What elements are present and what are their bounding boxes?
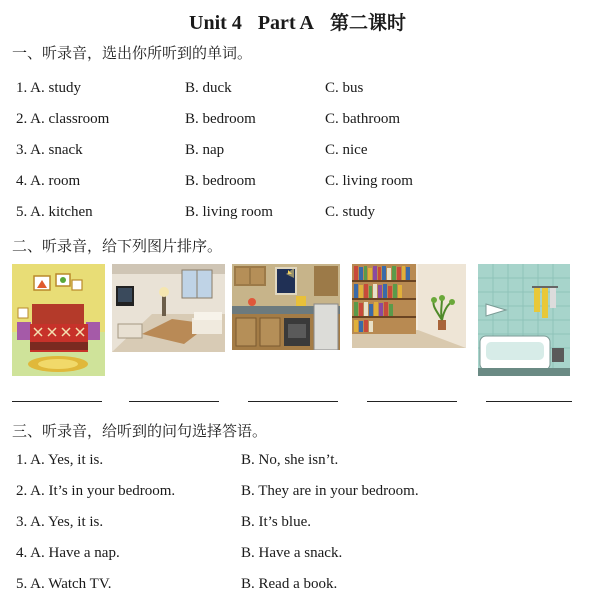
s1-option-c: C. nice [325, 142, 368, 158]
s1-option-b: B. bedroom [185, 111, 256, 127]
picture-strip [12, 264, 582, 377]
s1-option-c: C. living room [325, 173, 413, 189]
s3-option-a: 1. A. Yes, it is. [16, 452, 104, 468]
s3-option-a: 4. A. Have a nap. [16, 545, 120, 561]
s3-row-5 [12, 576, 592, 596]
s1-option-b: B. nap [185, 142, 225, 158]
s1-option-c: C. bathroom [325, 111, 400, 127]
section3-heading: 三、听录音，给听到的问句选择答语。 [12, 422, 268, 440]
answer-line-3[interactable] [248, 401, 338, 402]
answer-line-1[interactable] [12, 401, 102, 402]
s3-row-4 [12, 545, 592, 565]
s1-option-c: C. bus [325, 80, 364, 96]
s1-option-b: B. bedroom [185, 173, 256, 189]
s1-row-5 [12, 204, 592, 224]
s3-option-a: 3. A. Yes, it is. [16, 514, 104, 530]
bedroom-picture [12, 264, 105, 376]
s1-option-a: 4. A. room [16, 173, 81, 189]
s3-option-b: B. Read a book. [241, 576, 338, 592]
s1-row-3 [12, 142, 592, 162]
s1-row-2 [12, 111, 592, 131]
s3-row-2 [12, 483, 592, 503]
answer-line-4[interactable] [367, 401, 457, 402]
bathroom-picture [478, 264, 570, 376]
page-title [0, 8, 595, 35]
s1-option-b: B. living room [185, 204, 273, 220]
unit-label: Unit 4 [189, 12, 242, 34]
study-picture [352, 264, 466, 348]
section2-heading: 二、听录音，给下列图片排序。 [12, 237, 223, 255]
s1-option-a: 5. A. kitchen [16, 204, 93, 220]
s1-row-4 [12, 173, 592, 193]
s1-option-a: 2. A. classroom [16, 111, 110, 127]
part-label: Part A [257, 12, 314, 34]
kitchen-picture [232, 264, 340, 350]
s1-row-1 [12, 80, 592, 100]
living-room-picture [112, 264, 225, 352]
s3-option-a: 2. A. It’s in your bedroom. [16, 483, 176, 499]
s1-option-c: C. study [325, 204, 376, 220]
s1-option-a: 1. A. study [16, 80, 82, 96]
answer-line-2[interactable] [129, 401, 219, 402]
s3-row-1 [12, 452, 592, 472]
answer-line-5[interactable] [486, 401, 572, 402]
s3-option-b: B. Have a snack. [241, 545, 343, 561]
s1-option-b: B. duck [185, 80, 232, 96]
section1-heading: 一、听录音，选出你所听到的单词。 [12, 44, 253, 62]
s3-option-b: B. It’s blue. [241, 514, 311, 530]
s3-option-b: B. They are in your bedroom. [241, 483, 419, 499]
s3-option-b: B. No, she isn’t. [241, 452, 339, 468]
s3-option-a: 5. A. Watch TV. [16, 576, 112, 592]
lesson-label: 第二课时 [329, 12, 406, 34]
s1-option-a: 3. A. snack [16, 142, 83, 158]
s3-row-3 [12, 514, 592, 534]
